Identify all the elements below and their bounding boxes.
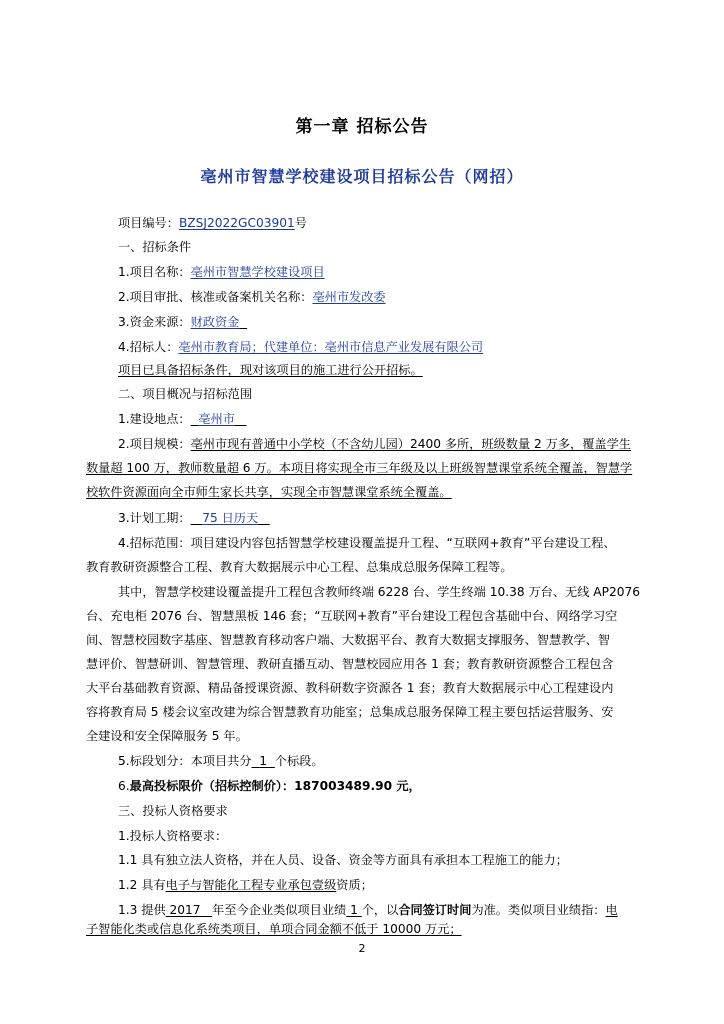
text: 为准。类似项目业绩指： [471, 903, 606, 917]
overview-scope-line2: 教育教研资源整合工程、教育大数据展示中心工程、总集成总服务保障工程等。 [86, 560, 513, 574]
qualification-1-3-line1 [118, 903, 618, 917]
overview-location [118, 412, 247, 426]
suffix: 个标段。 [274, 754, 324, 768]
qualification-1-2 [118, 878, 373, 892]
overview-duration [118, 511, 270, 525]
value: 1 [259, 754, 268, 768]
qualification-1-1: 1.1 具有独立法人资格，并在人员、设备、资金等方面具有承担本工程施工的能力； [118, 853, 568, 867]
overview-lots [118, 754, 324, 768]
overview-detail-line1: 其中，智慧学校建设覆盖提升工程包含教师终端 6228 台、学生终端 10.38 万台、无线 AP2076 [118, 585, 640, 599]
project-number-label: 项目编号： [118, 216, 179, 230]
overview-detail-line3: 间、智慧校园数字基座、智慧教育移动客户端、大数据平台、教育大数据支撑服务、智慧教学、智 [86, 633, 611, 647]
overview-max-price [118, 779, 421, 793]
qualification-1-3-line2: 子智能化类或信息化系统类项目，单项合同金额不低于 10000 万元； [86, 922, 462, 936]
value: 亳州市教育局；代建单位：亳州市信息产业发展有限公司 [178, 340, 484, 354]
overview-scale-line1 [118, 437, 631, 451]
condition-fund-source [118, 315, 247, 329]
page-number: 2 [358, 942, 366, 955]
overview-detail-line5: 大平台基础教育资源、精品备授课资源、教科研数字资源各 1 套；教育大数据展示中心工程建设内 [86, 681, 614, 695]
condition-approval-authority [118, 290, 386, 304]
value: 最高投标限价（招标控制价）：187003489.90 元， [129, 779, 421, 793]
qualification-heading: 1.投标人资格要求： [118, 829, 228, 843]
text: 1.3 提供 [118, 903, 166, 917]
text: 个，以 [361, 903, 399, 917]
label: 3.计划工期： [118, 511, 191, 525]
text: 电 [605, 903, 618, 917]
overview-detail-line6: 容将教育局 5 楼会议室改建为综合智慧教育功能室；总集成总服务保障工程主要包括运营服务、安 [86, 705, 614, 719]
label: 2.项目规模： [118, 437, 191, 451]
value: 亳州市 [198, 412, 235, 426]
overview-detail-line2: 台、充电柜 2076 台、智慧黑板 146 套；“互联网+教育”平台建设工程包含基础中台、网络学习空 [86, 609, 618, 623]
count-value: 1 [350, 903, 358, 917]
project-number-value: BZSJ2022GC03901 [178, 216, 295, 230]
value: 亳州市现有普通中小学校（不含幼儿园）2400 多所，班级数量 2 万多，覆盖学生 [190, 437, 631, 451]
section-heading: 二、项目概况与招标范围 [118, 387, 253, 401]
overview-scope-line1: 4.招标范围：项目建设内容包括智慧学校建设覆盖提升工程、“互联网+教育”平台建设工程、 [118, 536, 616, 550]
value: 电子与智能化工程专业承包壹级 [165, 878, 337, 892]
overview-detail-line7: 全建设和安全保障服务 5 年。 [86, 729, 248, 743]
project-number-suffix: 号 [294, 216, 307, 230]
suffix: 资质； [336, 878, 373, 892]
overview-scale-line2: 数量超 100 万，教师数量超 6 万。本项目将实现全市三年级及以上班级智慧课堂系统全覆盖，智慧学 [86, 461, 633, 475]
value: 财政资金 [190, 315, 240, 329]
condition-ready-statement: 项目已具备招标条件，现对该项目的施工进行公开招标。 [118, 363, 423, 377]
label: 5.标段划分：本项目共分 [118, 754, 252, 768]
value: 亳州市智慧学校建设项目 [190, 265, 325, 279]
overview-detail-line4: 慧评价、智慧研训、智慧管理、教研直播互动、智慧校园应用各 1 套；教育教研资源整合工程包含 [86, 657, 614, 671]
condition-tenderer [118, 340, 483, 354]
label: 3.资金来源： [118, 315, 191, 329]
label: 1.项目名称： [118, 265, 191, 279]
notice-title: 亳州市智慧学校建设项目招标公告（网招） [200, 167, 524, 186]
label: 1.2 具有 [118, 878, 166, 892]
section-heading: 一、招标条件 [118, 240, 192, 254]
emphasis: 合同签订时间 [398, 903, 472, 917]
chapter-title: 第一章 招标公告 [295, 117, 429, 137]
condition-project-name [118, 265, 325, 279]
year-value: 2017 [169, 903, 201, 917]
section-heading: 三、投标人资格要求 [118, 804, 228, 818]
label: 6. [118, 779, 130, 793]
label: 4.招标人： [118, 340, 179, 354]
label: 2.项目审批、核准或备案机关名称： [118, 290, 313, 304]
value: 亳州市发改委 [312, 290, 386, 304]
project-number-line [118, 216, 307, 230]
value: 75 日历天 [202, 511, 259, 525]
overview-scale-line3: 校软件资源面向全市师生家长共享，实现全市智慧课堂系统全覆盖。 [86, 485, 452, 499]
text: 年至今企业类似项目业绩 [212, 903, 347, 917]
label: 1.建设地点： [118, 412, 191, 426]
